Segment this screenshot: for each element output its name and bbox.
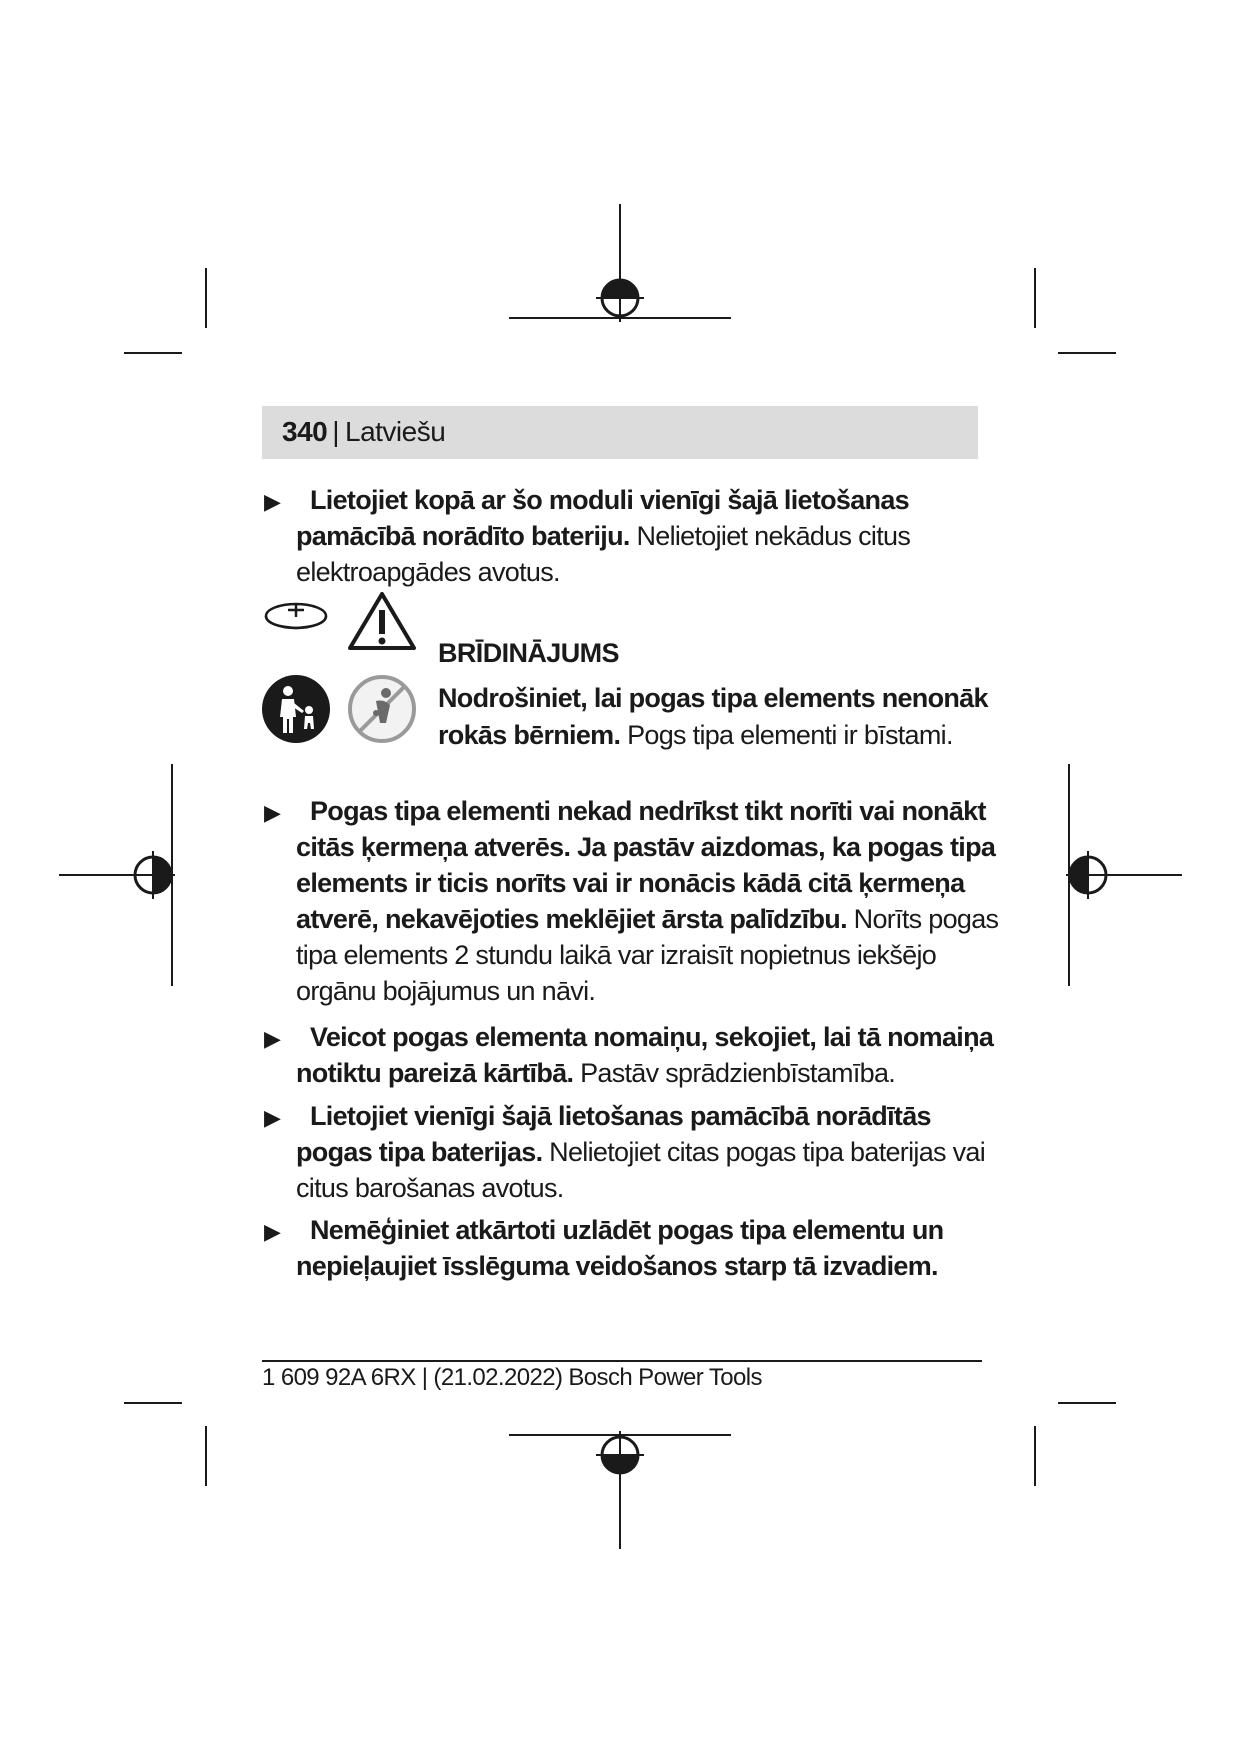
bullet-triangle-icon: ▶ bbox=[264, 1105, 281, 1130]
bullet-bold-text: Veicot pogas elementa nomaiņu, sekojiet, lai tā nomaiņa notiktu pareizā kārtībā. bbox=[296, 1022, 994, 1088]
bullet-triangle-icon: ▶ bbox=[264, 800, 281, 825]
header-text bbox=[282, 416, 445, 448]
warning-triangle-icon bbox=[346, 590, 418, 652]
warning-normal-text: Pogs tipa elementi ir bīstami. bbox=[620, 720, 953, 750]
bullet-item bbox=[262, 793, 1002, 1009]
crop-mark bbox=[1058, 352, 1116, 354]
bullet-bold-text: Nemēģiniet atkārtoti uzlādēt pogas tipa elementu un nepieļaujiet īsslēguma veidošanos starp tā izvadiem. bbox=[296, 1215, 944, 1281]
bullet-triangle-icon: ▶ bbox=[264, 1026, 281, 1051]
crop-mark bbox=[124, 352, 182, 354]
bullet-triangle-icon: ▶ bbox=[264, 1219, 281, 1244]
registration-mark-top bbox=[505, 200, 745, 330]
bullet-triangle-icon: ▶ bbox=[264, 489, 281, 514]
warning-text bbox=[438, 680, 998, 754]
crop-mark bbox=[1034, 268, 1036, 328]
crop-mark bbox=[124, 1402, 182, 1404]
bullet-bold-text: Pogas tipa elementi nekad nedrīkst tikt norīti vai nonākt citās ķermeņa atverēs. Ja pastāv aizdomas, ka pogas tipa elements ir ticis norīts vai ir nonācis kādā citā ķermeņa atverē, nekavējoties meklējiet ārsta palīdzību. bbox=[296, 796, 996, 934]
crop-mark bbox=[205, 268, 207, 328]
bullet-item bbox=[262, 482, 1002, 590]
header-language: Latviešu bbox=[345, 416, 446, 447]
registration-mark-bottom bbox=[505, 1425, 745, 1555]
page-header bbox=[262, 406, 978, 459]
registration-mark-left bbox=[55, 760, 185, 990]
coin-battery-icon bbox=[262, 596, 330, 636]
header-separator: | bbox=[332, 416, 339, 447]
bullet-normal-text: Pastāv sprādzienbīstamība. bbox=[573, 1058, 896, 1088]
bullet-item bbox=[262, 1019, 1002, 1091]
bullet-normal-text: Nelietojiet citas pogas tipa baterijas vai citus barošanas avotus. bbox=[296, 1137, 986, 1203]
warning-bold-text: Nodrošiniet, lai pogas tipa elements nenonāk rokās bērniem. bbox=[438, 683, 988, 750]
bullet-item bbox=[262, 1098, 1002, 1206]
warning-title: BRĪDINĀJUMS bbox=[438, 638, 619, 668]
footer-text: 1 609 92A 6RX | (21.02.2022) Bosch Power Tools bbox=[262, 1364, 762, 1391]
crop-mark bbox=[1034, 1426, 1036, 1486]
do-not-swallow-icon bbox=[346, 673, 418, 745]
page-number: 340 bbox=[282, 416, 328, 447]
registration-mark-right bbox=[1056, 760, 1186, 990]
crop-mark bbox=[1058, 1402, 1116, 1404]
keep-away-from-children-icon bbox=[260, 673, 332, 745]
footer-divider bbox=[262, 1360, 982, 1362]
bullet-normal-text: Norīts pogas tipa elements 2 stundu laikā var izraisīt nopietnus iekšējo orgānu bojājumus un nāvi. bbox=[296, 904, 999, 1006]
bullet-bold-text: Lietojiet kopā ar šo moduli vienīgi šajā lietošanas pamācībā norādīto bateriju. bbox=[296, 485, 909, 551]
bullet-normal-text: Nelietojiet nekādus citus elektroapgādes avotus. bbox=[296, 521, 911, 587]
bullet-item bbox=[262, 1212, 1002, 1284]
crop-mark bbox=[205, 1426, 207, 1486]
bullet-bold-text: Lietojiet vienīgi šajā lietošanas pamācībā norādītās pogas tipa baterijas. bbox=[296, 1101, 931, 1167]
